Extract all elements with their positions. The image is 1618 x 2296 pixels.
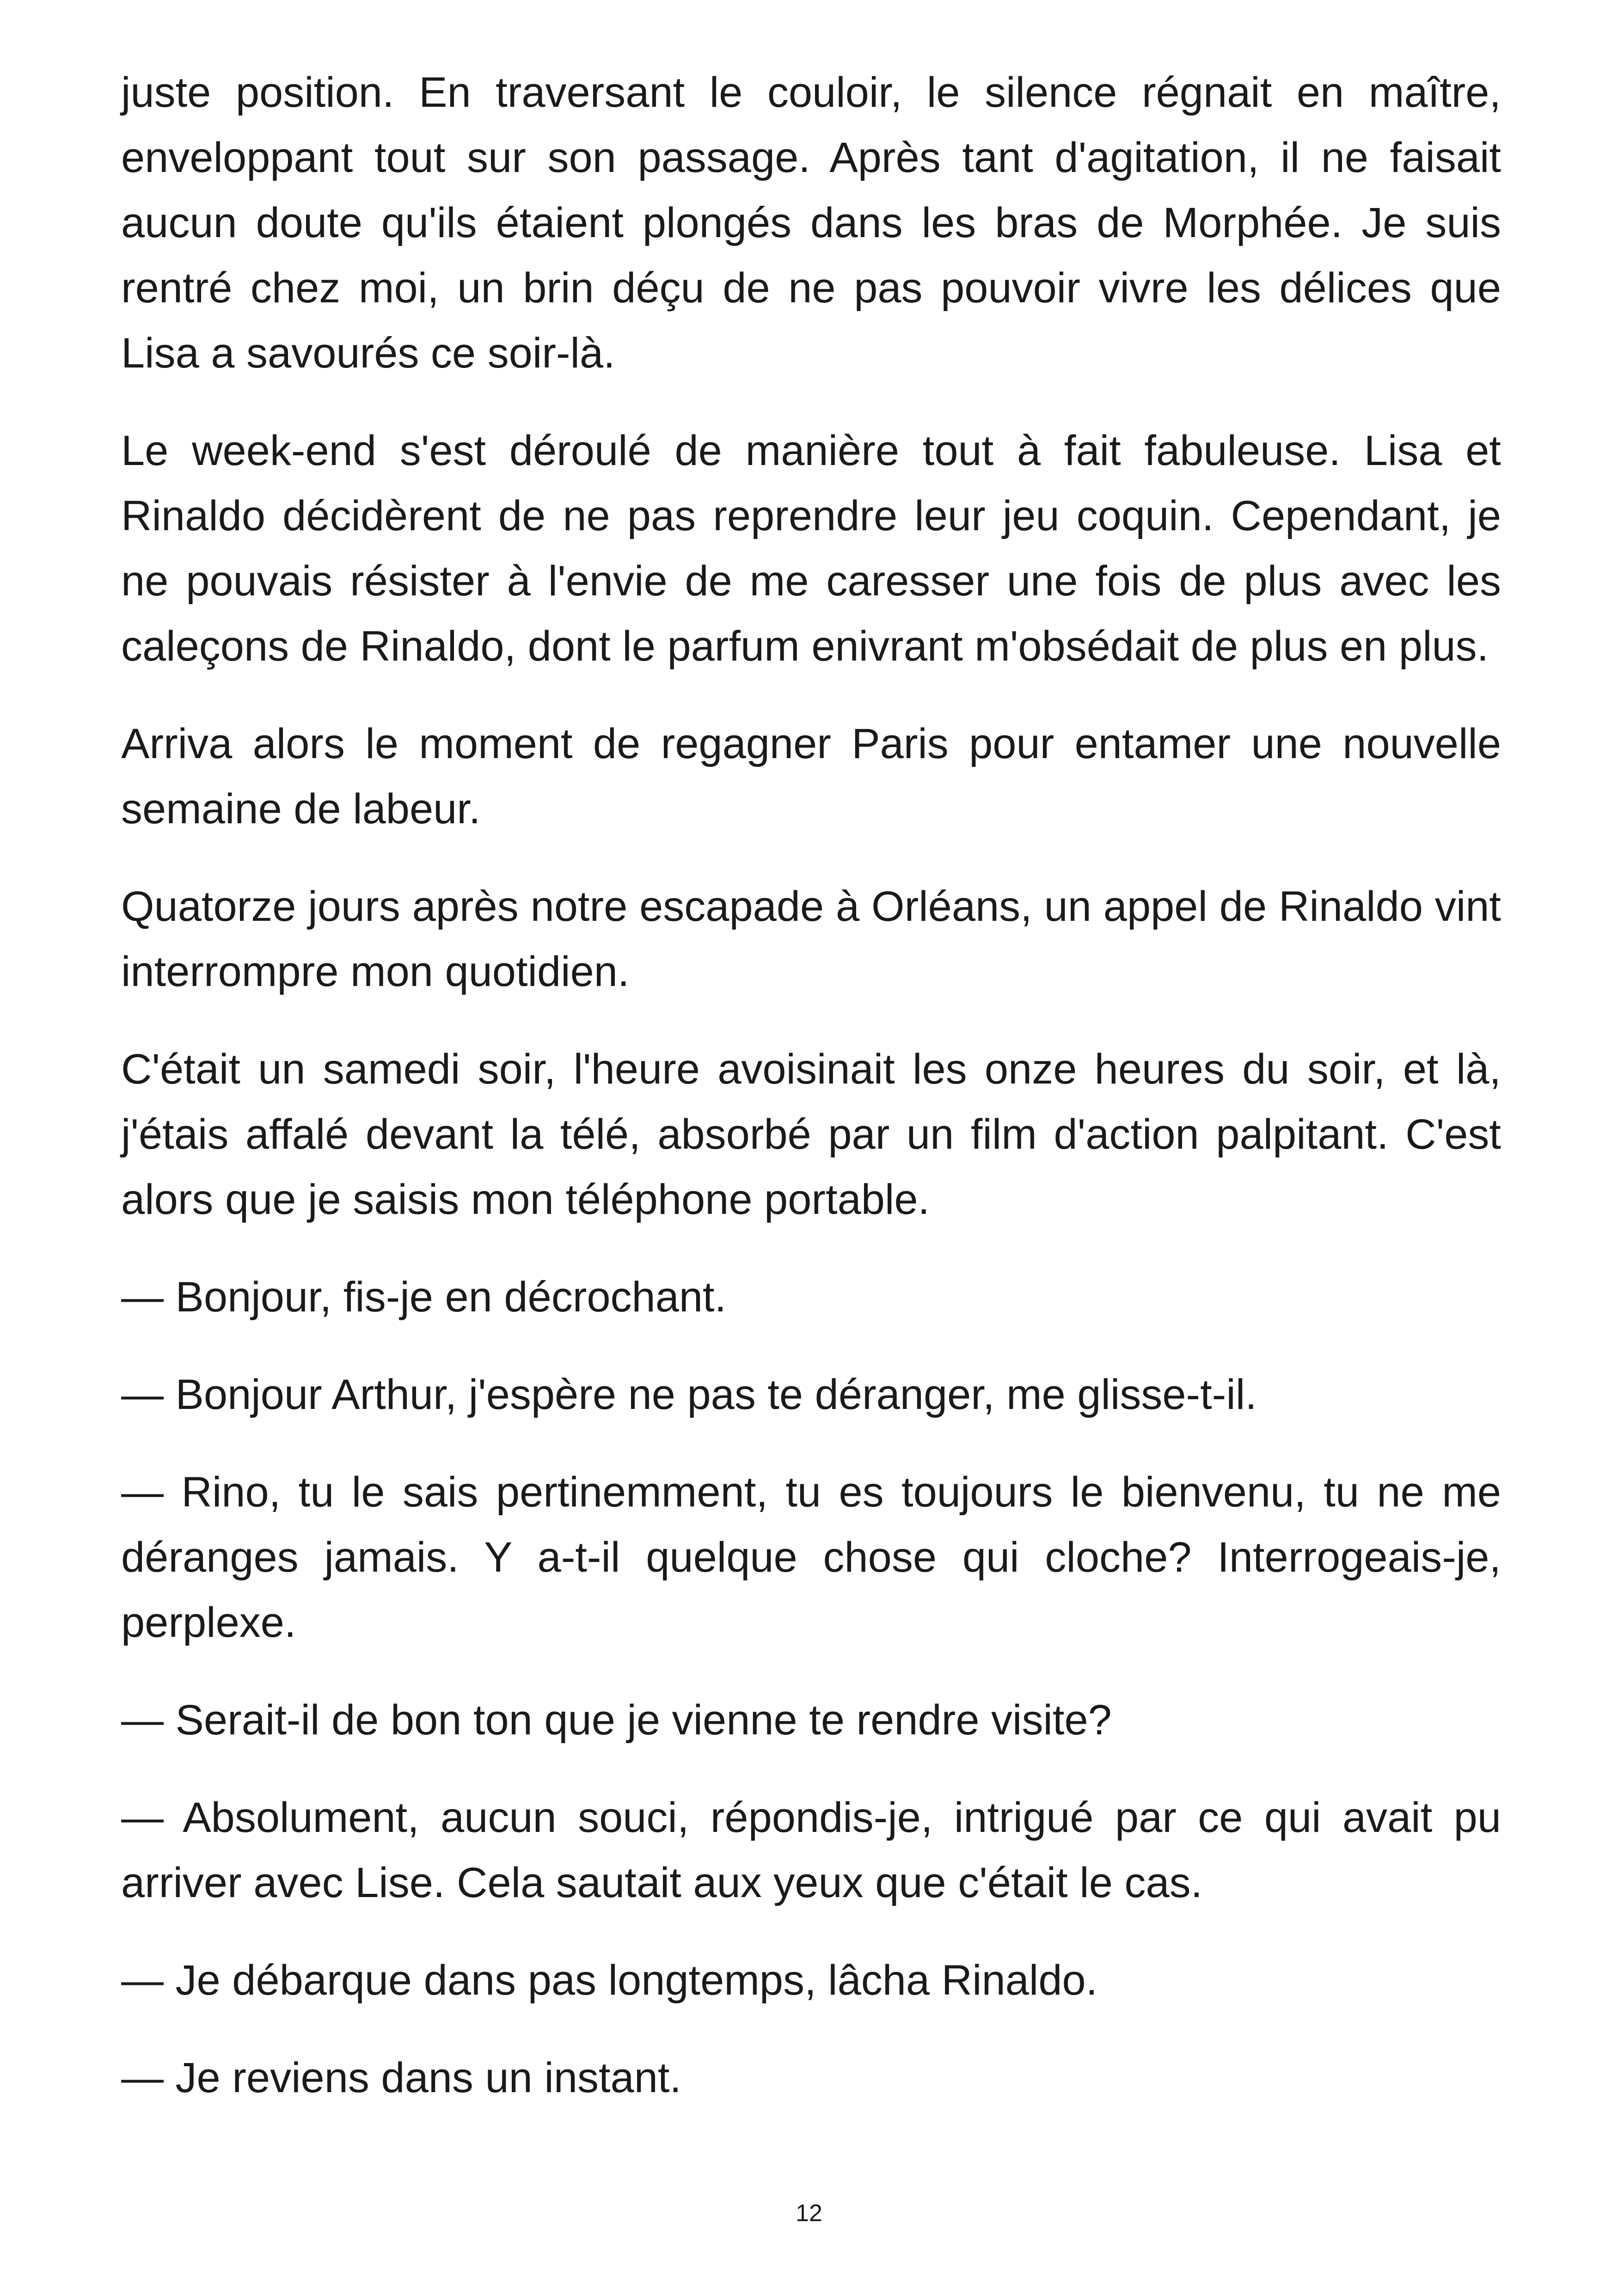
- paragraph: juste position. En traversant le couloir, le silence régnait en maître, enveloppant tout sur son passage. Après tant d'agitation, il ne faisait aucun doute qu'ils étaient plongés dans les bras de Morphée. Je suis rentré chez moi, un brin déçu de ne pas pouvoir vivre les délices que Lisa a savourés ce soir-là.: [121, 69, 1501, 377]
- dialogue-line: — Serait-il de bon ton que je vienne te rendre visite?: [121, 1696, 1112, 1744]
- dialogue-line: — Bonjour, fis-je en décrochant.: [121, 1274, 727, 1321]
- dialogue-line: — Rino, tu le sais pertinemment, tu es toujours le bienvenu, tu ne me déranges jamais. Y a-t-il quelque chose qui cloche? Interrogeais-je, perplexe.: [121, 1469, 1501, 1646]
- dialogue-line: — Je débarque dans pas longtemps, lâcha Rinaldo.: [121, 1957, 1098, 2004]
- dialogue-line: — Bonjour Arthur, j'espère ne pas te déranger, me glisse-t-il.: [121, 1371, 1257, 1418]
- paragraph: Quatorze jours après notre escapade à Orléans, un appel de Rinaldo vint interrompre mon quotidien.: [121, 883, 1501, 995]
- dialogue-line: — Je reviens dans un instant.: [121, 2054, 681, 2101]
- paragraph: Le week-end s'est déroulé de manière tout à fait fabuleuse. Lisa et Rinaldo décidèrent de ne pas reprendre leur jeu coquin. Cependant, je ne pouvais résister à l'envie de me caresser une fois de plus avec les caleçons de Rinaldo, dont le parfum enivrant m'obsédait de plus en plus.: [121, 427, 1501, 670]
- page-number: 12: [796, 2200, 822, 2227]
- dialogue-line: — Absolument, aucun souci, répondis-je, intrigué par ce qui avait pu arriver avec Lise. Cela sautait aux yeux que c'était le cas.: [121, 1794, 1501, 1906]
- page-body: [121, 60, 1501, 2143]
- paragraph: Arriva alors le moment de regagner Paris pour entamer une nouvelle semaine de labeur.: [121, 720, 1501, 833]
- paragraph: C'était un samedi soir, l'heure avoisinait les onze heures du soir, et là, j'étais affalé devant la télé, absorbé par un film d'action palpitant. C'est alors que je saisis mon téléphone portable.: [121, 1046, 1501, 1223]
